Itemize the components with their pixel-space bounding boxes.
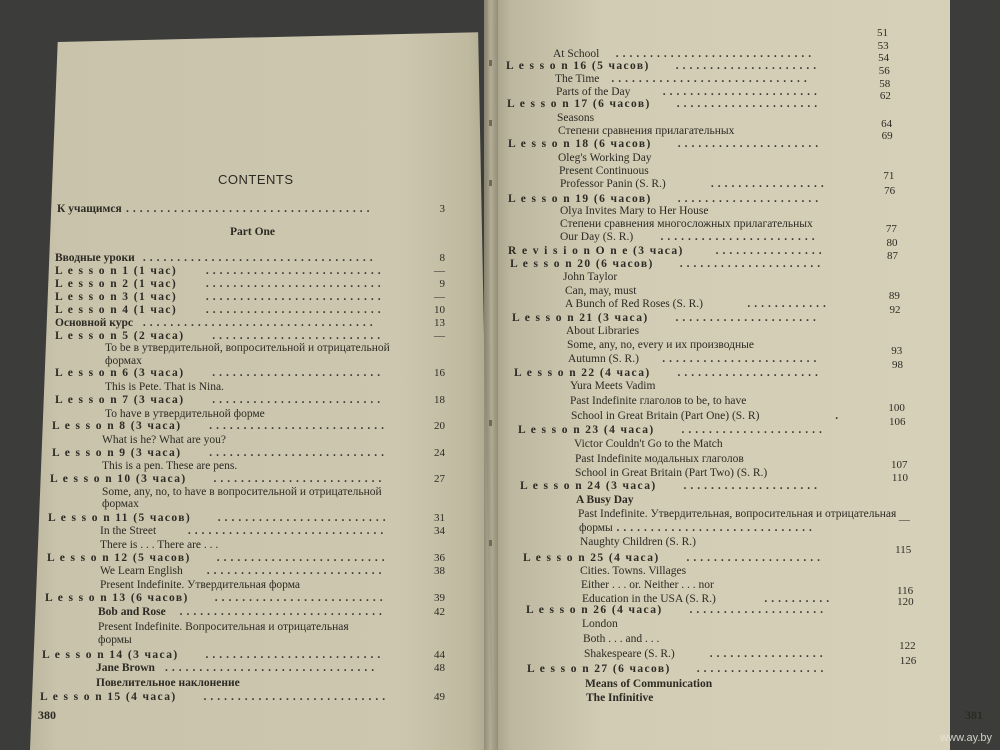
dot-leader: ............................. [615, 48, 816, 60]
toc-page-number: 56 [878, 65, 890, 77]
toc-entry-text: Naughty Children (S. R.) [580, 536, 696, 548]
right-page-number: 381 [965, 708, 983, 722]
toc-lesson-heading: L e s s o n 3 (1 час) [55, 291, 178, 303]
dot-leader: .......................... [205, 304, 385, 316]
toc-entry-text: Jane Brown [96, 662, 155, 674]
toc-lesson-heading: L e s s o n 17 (6 часов) [507, 98, 651, 110]
toc-page-number: 110 [891, 472, 909, 484]
toc-lesson-heading: L e s s o n 26 (4 часа) [526, 604, 663, 616]
dot-leader: . [835, 410, 843, 422]
dot-leader: ..................... [677, 138, 823, 150]
toc-entry-text: School in Great Britain (Part One) (S. R) [571, 410, 760, 422]
toc-entry-text: What is he? What are you? [102, 434, 226, 446]
toc-entry-text: формы [98, 634, 132, 646]
dot-leader: ......................... [214, 592, 387, 604]
toc-lesson-heading: L e s s o n 15 (4 часа) [40, 691, 177, 703]
dot-leader: .......................... [205, 278, 385, 290]
toc-entry-text: Вводные уроки [55, 252, 135, 264]
toc-page-number: 92 [889, 304, 901, 316]
toc-page-number: 9 [439, 278, 445, 290]
toc-page-number: 71 [883, 170, 895, 182]
toc-entry-text: Yura Meets Vadim [570, 380, 656, 392]
toc-entry-text: About Libraries [566, 325, 640, 337]
binding-stitch [489, 120, 492, 126]
toc-lesson-heading: L e s s o n 18 (6 часов) [508, 138, 652, 150]
toc-lesson-heading: L e s s o n 25 (4 часа) [523, 552, 660, 564]
toc-lesson-heading: L e s s o n 7 (3 часа) [55, 394, 185, 406]
dot-leader: .......................... [209, 420, 388, 432]
toc-page-number: 8 [439, 252, 445, 264]
toc-lesson-heading: L e s s o n 16 (5 часов) [506, 60, 650, 72]
dot-leader: ............................. [611, 73, 811, 85]
dot-leader: .......................... [205, 649, 385, 661]
toc-page-number: 80 [886, 237, 898, 249]
toc-page-number: 62 [879, 90, 891, 102]
toc-entry-text: Past Indefinite глаголов to be, to have [570, 395, 747, 407]
toc-entry-text: Bob and Rose [98, 606, 166, 618]
dot-leader: ......................... [216, 552, 389, 564]
toc-entry-text: формах [102, 498, 139, 510]
toc-page-number: 116 [897, 585, 914, 597]
toc-entry-text: Education in the USA (S. R.) [582, 593, 716, 605]
dot-leader: .............................. [179, 606, 386, 618]
toc-lesson-heading: L e s s o n 4 (1 час) [55, 304, 178, 316]
toc-entry-text: We Learn English [100, 565, 183, 577]
toc-entry-text: формах [105, 355, 142, 367]
toc-entry-text: School in Great Britain (Part Two) (S. R.) [575, 467, 768, 479]
toc-entry-text: Either . . . or. Neither . . . nor [581, 579, 714, 591]
toc-entry-text: Professor Panin (S. R.) [560, 178, 666, 190]
toc-entry-text: Present Indefinite. Утвердительная форма [100, 579, 301, 591]
binding-stitch [489, 540, 492, 546]
contents-title: CONTENTS [218, 172, 294, 187]
toc-lesson-heading: L e s s o n 13 (6 часов) [45, 592, 189, 604]
toc-lesson-heading: L e s s o n 5 (2 часа) [55, 330, 185, 342]
toc-entry-text: Повелительное наклонение [96, 677, 240, 689]
dot-leader: ............................. [187, 525, 388, 537]
toc-lesson-heading: L e s s o n 23 (4 часа) [518, 424, 655, 436]
toc-entry-text: Present Continuous [559, 165, 649, 177]
toc-lesson-heading: L e s s o n 20 (6 часов) [510, 258, 654, 270]
toc-entry-text: Parts of the Day [556, 86, 631, 98]
toc-page-number: 115 [895, 544, 912, 556]
dot-leader: ............ [747, 298, 830, 310]
toc-page-number: 18 [434, 394, 445, 406]
dot-leader: ................. [709, 648, 827, 660]
dot-leader: .......................... [205, 291, 385, 303]
toc-page-number: — [434, 291, 445, 303]
toc-page-number: 49 [434, 691, 445, 703]
dot-leader: ....................... [660, 231, 819, 243]
toc-lesson-heading: L e s s o n 27 (6 часов) [527, 663, 671, 675]
toc-page-number: 98 [891, 359, 903, 371]
toc-lesson-heading: L e s s o n 6 (3 часа) [55, 367, 185, 379]
toc-lesson-heading: L e s s o n 10 (3 часа) [50, 473, 187, 485]
dot-leader: .................... [683, 480, 821, 492]
toc-entry-text: Some, any, no, every и их производные [567, 339, 754, 351]
toc-entry-text: This is a pen. These are pens. [102, 460, 238, 472]
toc-entry-text: This is Pete. That is Nina. [105, 381, 224, 393]
toc-page-number: 48 [434, 662, 445, 674]
toc-page-number: 3 [439, 203, 445, 215]
toc-page-number: 54 [878, 52, 890, 64]
dot-leader: ............................... [165, 662, 379, 674]
toc-lesson-heading: L e s s o n 11 (5 часов) [48, 512, 192, 524]
dot-leader: ......................... [217, 512, 390, 524]
toc-page-number: 39 [434, 592, 445, 604]
toc-page-number: 31 [434, 512, 445, 524]
toc-entry-text: Основной курс [55, 317, 133, 329]
toc-lesson-heading: L e s s o n 1 (1 час) [55, 265, 178, 277]
toc-page-number: 13 [434, 317, 445, 329]
toc-page-number: — [898, 514, 910, 526]
dot-leader: ................. [710, 178, 828, 190]
toc-lesson-heading: L e s s o n 2 (1 час) [55, 278, 178, 290]
toc-entry-text: The Time [555, 73, 600, 85]
toc-page-number: 100 [888, 402, 905, 414]
toc-page-number: 27 [434, 473, 445, 485]
toc-page-number: 64 [881, 118, 893, 130]
toc-page-number: 126 [899, 655, 917, 667]
toc-page-number: — [434, 265, 445, 277]
toc-entry-text: Autumn (S. R.) [568, 353, 639, 365]
toc-entry-text: Some, any, no, to have в вопросительной и отрицательной [102, 486, 382, 498]
toc-entry-text: Степени сравнения прилагательных [558, 125, 735, 137]
toc-lesson-heading: L e s s o n 19 (6 часов) [508, 193, 652, 205]
dot-leader: .................... [686, 552, 824, 564]
toc-lesson-heading: R e v i s i o n O n e (3 часа) [508, 245, 684, 257]
toc-lesson-heading: L e s s o n 9 (3 часа) [52, 447, 182, 459]
toc-lesson-heading: L e s s o n 22 (4 часа) [514, 367, 651, 379]
dot-leader: ......................... [213, 473, 386, 485]
toc-entry-text: Victor Couldn't Go to the Match [574, 438, 723, 450]
toc-page-number: 58 [879, 78, 891, 90]
toc-page-number: 69 [881, 130, 893, 142]
toc-entry-text: John Taylor [563, 271, 618, 283]
toc-page-number: 87 [887, 250, 899, 262]
toc-page-number: 38 [434, 565, 445, 577]
dot-leader: ..................... [675, 312, 820, 324]
dot-leader: ......................... [212, 367, 385, 379]
toc-entry-text: Means of Communication [585, 678, 713, 690]
toc-page-number: 122 [899, 640, 916, 652]
toc-entry-text: формы [579, 522, 613, 534]
toc-entry-text: Seasons [557, 112, 595, 124]
toc-entry-text: Степени сравнения многосложных прилагательных [560, 218, 813, 230]
dot-leader: ..................... [677, 193, 823, 205]
toc-lesson-heading: L e s s o n 24 (3 часа) [520, 480, 657, 492]
dot-leader: .......... [764, 593, 834, 605]
toc-lesson-heading: L e s s o n 21 (3 часа) [512, 312, 649, 324]
toc-page-number: 34 [434, 525, 445, 537]
dot-leader: .......................... [206, 565, 386, 577]
dot-leader: ................ [715, 245, 826, 257]
dot-leader: ....................... [662, 86, 821, 98]
toc-page-number: 106 [889, 416, 906, 428]
dot-leader: .......................... [205, 265, 385, 277]
toc-entry-text: A Busy Day [576, 494, 634, 506]
toc-page-number: 89 [888, 290, 900, 302]
dot-leader: ................... [696, 663, 828, 675]
toc-page-number: 120 [897, 596, 914, 608]
toc-page-number: 76 [884, 185, 896, 197]
toc-page-number: 10 [434, 304, 445, 316]
binding-stitch [489, 420, 492, 426]
dot-leader: ............................. [616, 522, 816, 534]
toc-entry-text: Can, may, must [565, 285, 637, 297]
toc-entry-text: To be в утвердительной, вопросительной и отрицательной [105, 342, 390, 354]
toc-entry-text: Cities. Towns. Villages [580, 565, 687, 577]
toc-entry-text: A Bunch of Red Roses (S. R.) [565, 298, 703, 310]
toc-entry-text: Oleg's Working Day [558, 152, 652, 164]
toc-page-number: 36 [434, 552, 445, 564]
binding-stitch [489, 60, 492, 66]
toc-lesson-heading: L e s s o n 14 (3 часа) [42, 649, 179, 661]
left-page-number: 380 [38, 708, 56, 722]
toc-page-number: 44 [434, 649, 445, 661]
toc-page-number: 20 [434, 420, 445, 432]
dot-leader: .................................... [126, 203, 374, 215]
dot-leader: .................................. [142, 317, 377, 329]
toc-entry-text: Past Indefinite. Утвердительная, вопросительная и отрицательная [578, 508, 897, 520]
dot-leader: ..................... [681, 424, 826, 436]
toc-entry-text: К учащимся [57, 203, 122, 215]
dot-leader: ....................... [662, 353, 821, 365]
toc-page-number: 107 [890, 459, 908, 471]
toc-entry-text: Past Indefinite модальных глаголов [575, 453, 744, 465]
dot-leader: ......................... [212, 394, 385, 406]
dot-leader: ........................... [203, 691, 390, 703]
binding-stitch [489, 180, 492, 186]
toc-entry-text: At School [553, 48, 600, 60]
dot-leader: ..................... [679, 258, 825, 270]
toc-entry-text: Present Indefinite. Вопросительная и отрицательная [98, 621, 349, 633]
dot-leader: ..................... [676, 98, 822, 110]
toc-page-number: 77 [885, 223, 897, 235]
watermark: www.ay.by [940, 732, 992, 744]
dot-leader: ..................... [677, 367, 822, 379]
book-gutter [484, 0, 498, 750]
dot-leader: .................... [689, 604, 827, 616]
toc-entry-text: Olya Invites Mary to Her House [560, 205, 709, 217]
toc-page-number: — [434, 330, 445, 342]
dot-leader: ..................... [675, 60, 821, 72]
toc-entry-text: In the Street [100, 525, 157, 537]
toc-page-number: 51 [877, 27, 888, 39]
toc-entry-text: London [582, 618, 618, 630]
dot-leader: ......................... [212, 330, 385, 342]
toc-entry-text: The Infinitive [586, 692, 654, 704]
dot-leader: .................................. [142, 252, 377, 264]
part-heading: Part One [230, 226, 276, 238]
toc-entry-text: Our Day (S. R.) [560, 231, 634, 243]
toc-lesson-heading: L e s s o n 12 (5 часов) [47, 552, 191, 564]
toc-page-number: 53 [877, 40, 889, 52]
toc-page-number: 93 [891, 345, 903, 357]
toc-entry-text: Both . . . and . . . [583, 633, 660, 645]
toc-page-number: 16 [434, 367, 445, 379]
toc-entry-text: Shakespeare (S. R.) [584, 648, 675, 660]
toc-entry-text: To have в утвердительной форме [105, 408, 265, 420]
dot-leader: .......................... [209, 447, 388, 459]
toc-page-number: 24 [434, 447, 445, 459]
toc-lesson-heading: L e s s o n 8 (3 часа) [52, 420, 182, 432]
toc-entry-text: There is . . . There are . . . [100, 539, 219, 551]
toc-page-number: 42 [434, 606, 445, 618]
